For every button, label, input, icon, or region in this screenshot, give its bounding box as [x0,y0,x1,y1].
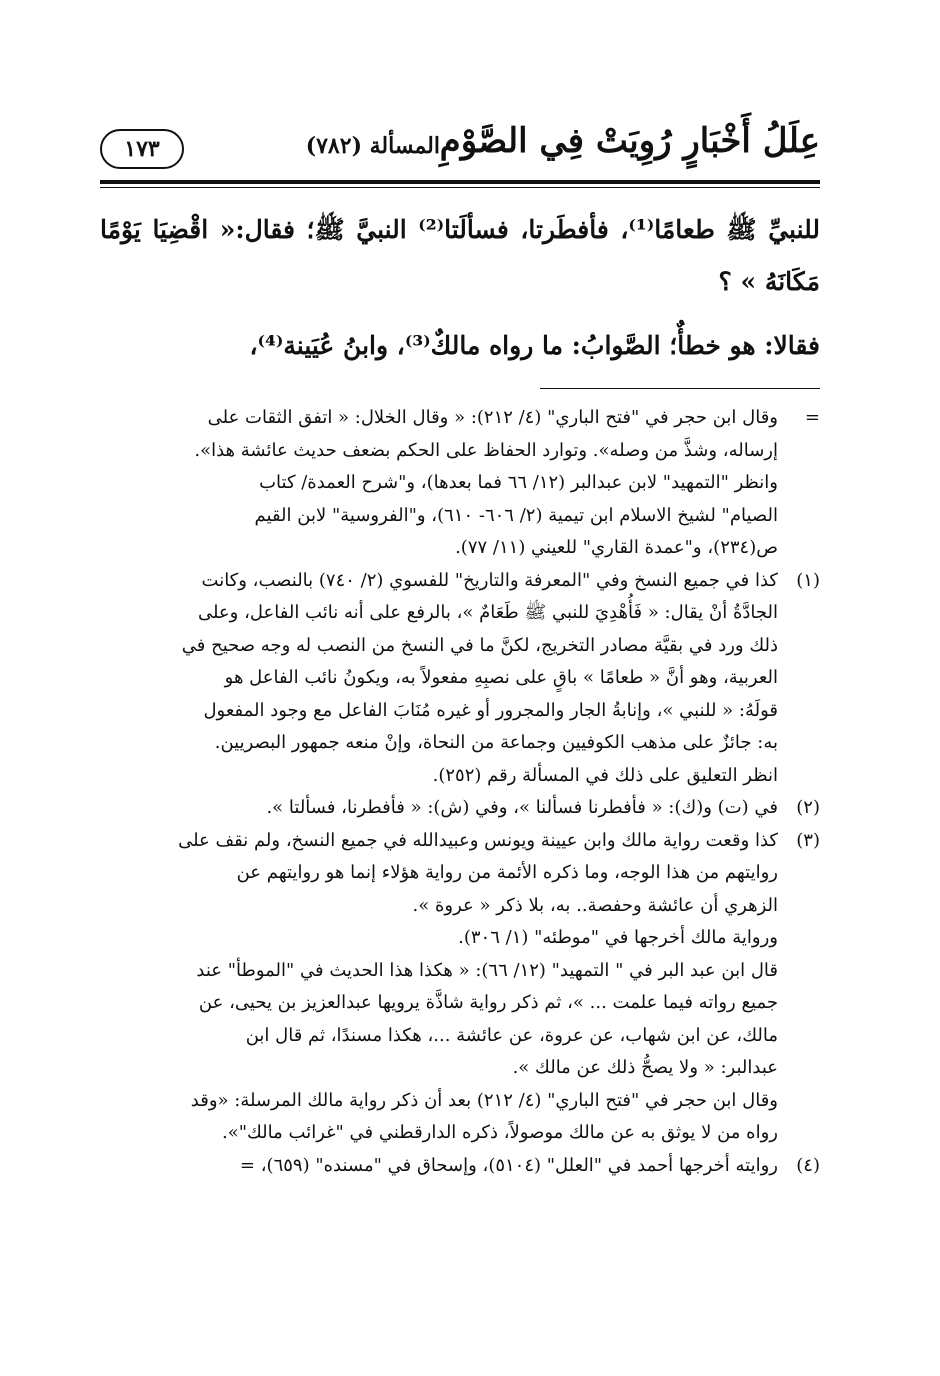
footnote [100,1150,820,1183]
footnote-line: ذلك ورد في بقيَّة مصادر التخريج، لكنَّ ما في النسخ من النصب له وجه صحيح في [181,634,778,656]
footnote-line: به: جائزٌ على مذهب الكوفيين وجماعة من النحاة، وإنْ منعه جمهور البصريين. [214,732,778,753]
footnote-line: كذا في جميع النسخ وفي "المعرفة والتاريخ" للفسوي (٢/ ٧٤٠) بالنصب، وكانت [201,569,778,591]
footnote-line: وانظر "التمهيد" لابن عبدالبر (١٢/ ٦٦ فما بعدها)، و"شرح العمدة/ كتاب [259,472,778,493]
footnote [100,792,820,825]
footnote [100,565,820,793]
footnote-line: الجادَّةُ أنْ يقال: « فَأُهْدِيَ للنبي ﷺ طَعَامٌ »، بالرفع على أنه نائب الفاعل، وعلى [197,602,778,623]
footnote-separator [540,388,820,389]
footnote-line: ص(٢٣٤)، و"عمدة القاري" للعيني (١١/ ٧٧). [455,537,778,558]
page-header [100,115,820,183]
footnote-line: ورواية مالك أخرجها في "موطئه" (١/ ٣٠٦). [458,927,778,948]
footnote [100,402,820,565]
footnote-line: في (ت) و(ك): « فأفطرنا فسألنا »، وفي (ش): « فأفطرنا، فسألتا ». [266,797,778,818]
footnote-line: الصيام" لشيخ الاسلام ابن تيمية (٢/ ٦٠٦- ٦١٠)، و"الفروسية" لابن القيم [254,504,778,526]
header-rule-thick [100,180,820,184]
book-title: عِلَلُ أَخْبَارٍ رُوِيَتْ فِي الصَّوْمِ [439,121,820,161]
footnote-line: روايته أخرجها أحمد في "العلل" (٥١٠٤)، وإسحاق في "مسنده" (٦٥٩)، = [239,1154,778,1176]
footnote-marker: (١) [796,569,820,591]
footnote-marker: (٣) [796,829,820,851]
footnote-line: كذا وقعت رواية مالك وابن عيينة ويونس وعبيدالله في جميع النسخ، ولم نقف على [178,829,778,851]
footnote-line: جميع رواته فيما علمت ... »، ثم ذكر رواية شاذَّة يرويها عبدالعزيز بن يحيى، عن [198,992,778,1013]
footnote-line: قولَهُ: « للنبي »، وإنابةُ الجار والمجرور أو غيره مُنَابَ الفاعل مع وجود المفعول [203,699,778,721]
footnote-line: وقال ابن حجر في "فتح الباري" (٤/ ٢١٢): « وقال الخلال: « اتفق الثقات على [207,407,778,428]
footnote [100,825,820,1150]
main-paragraph: للنبيِّ ﷺ طعامًا⁽¹⁾، فأفطَرتا، فسألَتا⁽²⁾ النبيَّ ﷺ؛ فقال:« اقْضِيَا يَوْمًا مَكَانَهُ » ؟ [100,215,821,296]
footnote-marker: (٤) [796,1154,820,1176]
footnote-marker: (٢) [796,797,820,818]
main-paragraph: فقالا: هو خطأٌ؛ الصَّوابُ: ما رواه مالكٌ⁽³⁾، وابنُ عُيَينة⁽⁴⁾، [249,331,820,360]
footnote-line: قال ابن عبد البر في " التمهيد" (١٢/ ٦٦): « هكذا هذا الحديث في "الموطأ" عند [196,959,778,981]
footnote-line: روايتهم من هذا الوجه، وما ذكره الأئمة من رواية هؤلاء إنما هو روايتهم عن [236,862,778,883]
footnote-line: انظر التعليق على ذلك في المسألة رقم (٢٥٢). [432,764,778,786]
footnote-line: وقال ابن حجر في "فتح الباري" (٤/ ٢١٢) بعد أن ذكر رواية مالك المرسلة: «وقد [190,1089,778,1111]
footnote-line: عبدالبر: « ولا يصحُّ ذلك عن مالك ». [512,1057,778,1078]
footnote-line: مالك، عن ابن شهاب، عن عروة، عن عائشة ...، هكذا مسندًا، ثم قال ابن [245,1024,778,1046]
footnote-line: الزهري أن عائشة وحفصة.. به، بلا ذكر « عروة ». [412,894,778,916]
issue-label: المسألة (٧٨٢) [305,133,440,159]
main-text [100,204,820,372]
footnote-marker: = [804,407,820,428]
header-rule-thin [100,187,820,188]
footnotes [100,402,820,1182]
footnote-line: رواه من لا يوثق به عن مالك موصولاً، ذكره الدارقطني في "غرائب مالك"». [222,1122,778,1143]
footnote-line: إرساله، وشذَّ من وصله». وتوارد الحفاظ على الحكم بضعف حديث عائشة هذا». [194,439,778,461]
page-number: ١٧٣ [100,129,184,169]
footnote-line: العربية، وهو أنَّ « طعامًا » باقٍ على نصبِهِ مفعولاً به، ويكونُ نائب الفاعل هو [224,667,778,688]
